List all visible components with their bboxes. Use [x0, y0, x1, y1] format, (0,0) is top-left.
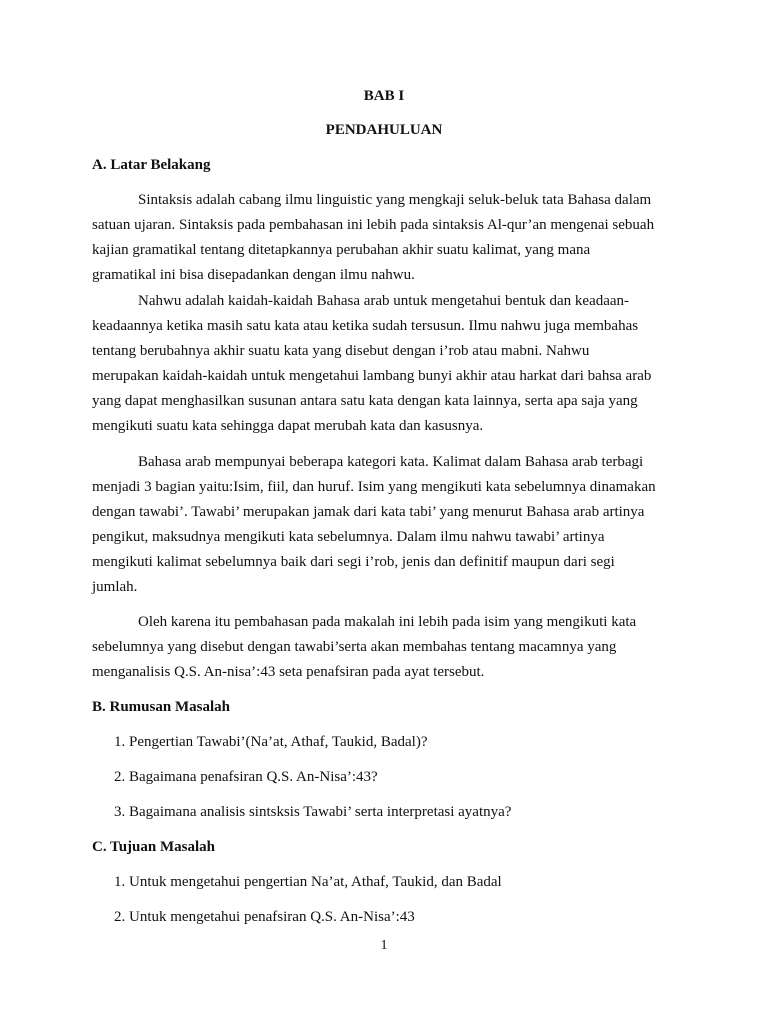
- paragraph-line: Oleh karena itu pembahasan pada makalah ini lebih pada isim yang mengikuti kata: [138, 614, 637, 630]
- paragraph-line: menganalisis Q.S. An-nisa’:43 seta penafsiran pada ayat tersebut.: [92, 664, 485, 680]
- section-c-heading: C. Tujuan Masalah: [92, 839, 215, 855]
- paragraph-line: sebelumnya yang disebut dengan tawabi’serta akan membahas tentang macamnya yang: [92, 639, 617, 655]
- paragraph-line: satuan ujaran. Sintaksis pada pembahasan ini lebih pada sintaksis Al-qur’an mengenai sebuah: [92, 217, 655, 233]
- paragraph-line: pengikut, maksudnya mengikuti kata sebelumnya. Dalam ilmu nahwu tawabi’ artinya: [92, 529, 605, 545]
- chapter-title: PENDAHULUAN: [325, 122, 443, 138]
- paragraph-line: Nahwu adalah kaidah-kaidah Bahasa arab untuk mengetahui bentuk dan keadaan-: [138, 293, 630, 309]
- paragraph-1: [92, 188, 682, 288]
- paragraph-line: keadaannya ketika masih satu kata atau ketika sudah tersusun. Ilmu nahwu juga membahas: [92, 318, 639, 334]
- paragraph-line: mengikuti kalimat sebelumnya baik dari segi i’rob, jenis dan definitif maupun dari segi: [92, 554, 615, 570]
- paragraph-line: gramatikal ini bisa disepadankan dengan ilmu nahwu.: [92, 267, 415, 283]
- paragraph-3: [92, 450, 682, 600]
- paragraph-line: yang dapat menghasilkan susunan antara satu kata dengan kata lainnya, serta apa saja yang: [92, 393, 638, 409]
- paragraph-line: dengan tawabi’. Tawabi’ merupakan jamak dari kata tabi’ yang menurut Bahasa arab artinya: [92, 504, 645, 520]
- section-a-heading: A. Latar Belakang: [92, 157, 211, 173]
- list-item: 2. Bagaimana penafsiran Q.S. An-Nisa’:43?: [114, 769, 378, 785]
- paragraph-4: [92, 610, 682, 685]
- page-number: 1: [380, 938, 388, 953]
- paragraph-2: [92, 289, 682, 439]
- section-b-heading: B. Rumusan Masalah: [92, 699, 230, 715]
- paragraph-line: menjadi 3 bagian yaitu:Isim, fiil, dan huruf. Isim yang mengikuti kata sebelumnya dinamakan: [92, 479, 656, 495]
- paragraph-line: mengikuti suatu kata sehingga dapat merubah kata dan kasusnya.: [92, 418, 484, 434]
- list-item: 1. Pengertian Tawabi’(Na’at, Athaf, Taukid, Badal)?: [114, 734, 428, 750]
- paragraph-line: tentang berubahnya akhir suatu kata yang disebut dengan i’rob atau mabni. Nahwu: [92, 343, 590, 359]
- paragraph-line: kajian gramatikal tentang ditetapkannya perubahan akhir suatu kalimat, yang mana: [92, 242, 591, 258]
- paragraph-line: Sintaksis adalah cabang ilmu linguistic yang mengkaji seluk-beluk tata Bahasa dalam: [138, 192, 652, 208]
- chapter-number: BAB I: [363, 88, 405, 104]
- list-item: 2. Untuk mengetahui penafsiran Q.S. An-Nisa’:43: [114, 909, 415, 925]
- paragraph-line: jumlah.: [92, 579, 138, 595]
- list-item: 1. Untuk mengetahui pengertian Na’at, Athaf, Taukid, dan Badal: [114, 874, 502, 890]
- list-item: 3. Bagaimana analisis sintsksis Tawabi’ serta interpretasi ayatnya?: [114, 804, 512, 820]
- paragraph-line: merupakan kaidah-kaidah untuk mengetahui lambang bunyi akhir atau harkat dari bahsa arab: [92, 368, 652, 384]
- paragraph-line: Bahasa arab mempunyai beberapa kategori kata. Kalimat dalam Bahasa arab terbagi: [138, 454, 644, 470]
